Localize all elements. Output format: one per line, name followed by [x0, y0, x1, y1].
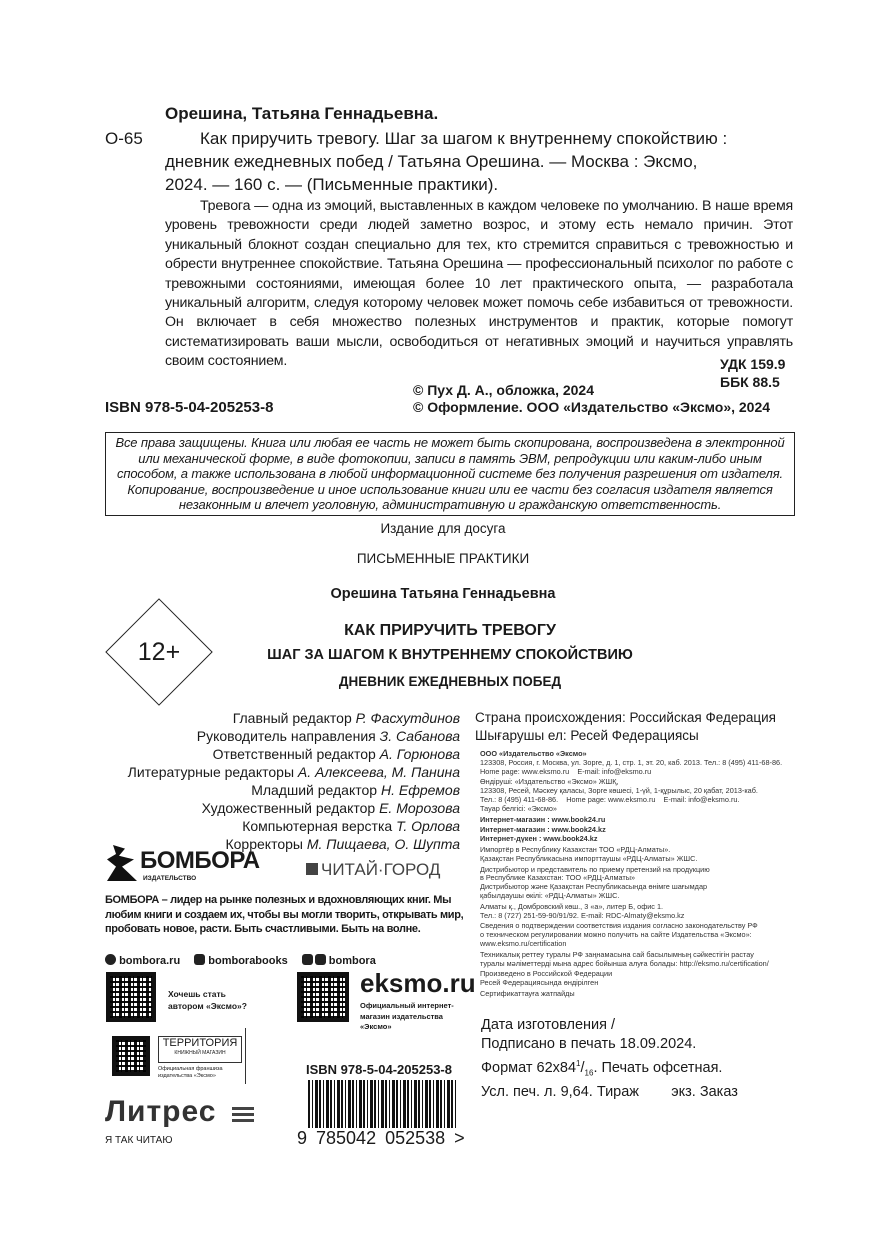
- credit-row: Литературные редакторы А. Алексеева, М. Панина: [127, 764, 460, 780]
- fine-print-line: в Республике Казахстан: ТОО «РДЦ-Алматы»: [480, 873, 636, 883]
- litres-logo: Литрес: [105, 1095, 217, 1128]
- fine-print-line: Импортёр в Республику Казахстан ТОО «РДЦ-Алматы».: [480, 844, 671, 854]
- fine-print-line: Қазақстан Республикасына импорттаушы «РДЦ-Алматы» ЖШС.: [480, 853, 698, 863]
- fine-print-line: www.eksmo.ru/certification: [480, 938, 567, 948]
- litres-menu-icon: [232, 1106, 254, 1122]
- territoria-logo: ТЕРРИТОРИЯ КНИЖНЫЙ МАГАЗИН: [158, 1036, 242, 1063]
- fine-print-line: 123308, Ресей, Мәскеу қаласы, Зорге көшесі, 1-үй, 1-құрылыс, 20 қабат, 2013-каб.: [480, 786, 758, 796]
- credit-row: Главный редактор Р. Фасхутдинов: [232, 710, 460, 726]
- print-run: Усл. печ. л. 9,64. Тираж экз. Заказ: [481, 1083, 738, 1100]
- fine-print-line: Произведено в Российской Федерации: [480, 969, 613, 979]
- chitai-gorod-logo: ЧИТАЙ·ГОРОД: [321, 860, 441, 879]
- vk-icon: [194, 954, 205, 965]
- eksmo-shop-text: Официальный интернет-магазин издательства «Эксмо»: [360, 1001, 454, 1031]
- fine-print-line: Ресей Федерациясында өндірілген: [480, 978, 599, 988]
- fine-print-block: [480, 778, 810, 813]
- fine-print-line: Тел.: 8 (727) 251-59-90/91/92. E-mail: RDC-Almaty@eksmo.kz: [480, 910, 685, 920]
- social-link-site[interactable]: bombora.ru: [105, 954, 180, 968]
- series-name: ПИСЬМЕННЫЕ ПРАКТИКИ: [356, 551, 530, 566]
- signed-to-print: Подписано в печать 18.09.2024.: [481, 1036, 697, 1052]
- author-cta: Хочешь стать автором «Эксмо»?: [168, 989, 247, 1011]
- udk: УДК 159.9: [720, 356, 786, 372]
- video-icon: [315, 954, 326, 965]
- fine-print-block: [480, 866, 810, 901]
- bombora-description: БОМБОРА – лидер на рынке полезных и вдохновляющих книг. Мы любим книги и создаем их, чтобы вы могли творить, открывать мир, пробовать новое, расти. Быть счастливыми. Быть на волне.: [105, 894, 464, 935]
- origin-country: Страна происхождения: Российская Федерация: [475, 710, 776, 725]
- manufacture-date-label: Дата изготовления /: [481, 1017, 616, 1033]
- print-info: [481, 1016, 738, 1102]
- origin-country-kz: Шығарушы ел: Ресей Федерациясы: [475, 728, 699, 743]
- barcode-isbn: ISBN 978-5-04-205253-8: [306, 1062, 452, 1077]
- credit-row: Художественный редактор Е. Морозова: [201, 800, 460, 816]
- copyright-design: © Оформление. ООО «Издательство «Эксмо», 2024: [413, 399, 771, 415]
- citation-line: 2024. — 160 с. — (Письменные практики).: [165, 175, 499, 194]
- fine-print-line: Интернет-магазин : www.book24.kz: [480, 825, 606, 835]
- fine-print-line: 123308, Россия, г. Москва, ул. Зорге, д. 1, стр. 1, эт. 20, каб. 2013. Тел.: 8 (495) 411-68-86.: [480, 757, 783, 767]
- bbk: ББК 88.5: [720, 374, 780, 390]
- litres-tagline: Я ТАК ЧИТАЮ: [105, 1135, 173, 1146]
- fine-print-block: [480, 826, 810, 844]
- book-subtitle-2: ДНЕВНИК ЕЖЕДНЕВНЫХ ПОБЕД: [338, 674, 562, 689]
- bombora-logo-sub: ИЗДАТЕЛЬСТВО: [143, 875, 197, 882]
- credit-row: Корректоры М. Пищаева, О. Шупта: [225, 836, 460, 852]
- social-links: [105, 954, 376, 968]
- fine-print-line: туралы мәліметтерді мына адрес бойынша алуға болады: http://eksmo.ru/certification/: [480, 958, 769, 968]
- book-title: КАК ПРИРУЧИТЬ ТРЕВОГУ: [344, 622, 556, 639]
- barcode-digits: 9 785042 052538 >: [297, 1128, 465, 1148]
- territoria-qr-code[interactable]: [112, 1036, 150, 1076]
- fine-print-block: [480, 816, 810, 825]
- fine-print-line: Интернет-дүкен : www.book24.kz: [480, 834, 598, 844]
- bombora-logo: БОМБОРА: [140, 847, 260, 874]
- fine-print-line: Дистрибьютор және Қазақстан Республикасында өнімге шағымдар: [480, 882, 708, 892]
- fine-print-line: Home page: www.eksmo.ru E-mail: info@eksmo.ru: [480, 766, 652, 776]
- age-rating: 12+: [137, 638, 181, 666]
- fine-print-line: Өндіруші: «Издательство «Эксмо» ЖШҚ,: [480, 777, 619, 787]
- fine-print-line: Тел.: 8 (495) 411-68-86. Home page: www.eksmo.ru E-mail: info@eksmo.ru.: [480, 794, 740, 804]
- rights-notice: Все права защищены. Книга или любая ее часть не может быть скопирована, воспроизведена в электронной или механической форме, в виде фотокопии, записи в память ЭВМ, репродукции или каким-либо иным способом, а также использована в любой информационной системе без получения разрешения от издателя. Копирование, воспроизведение и иное использование книги или ее части без согласия издателя является незаконным и влечет уголовную, административную и гражданскую ответственность.: [105, 432, 795, 516]
- fine-print-block: [480, 951, 810, 969]
- isbn: ISBN 978-5-04-205253-8: [105, 399, 274, 416]
- author-heading: Орешина, Татьяна Геннадьевна.: [165, 104, 439, 123]
- eksmo-qr-code[interactable]: [297, 972, 349, 1022]
- social-link-vk[interactable]: bomborabooks: [194, 954, 288, 968]
- fine-print-block: [480, 990, 810, 999]
- citation-line: Как приручить тревогу. Шаг за шагом к внутреннему спокойствию :: [200, 129, 728, 148]
- territoria-text: Официальная франшиза издательства «Эксмо»: [158, 1066, 223, 1079]
- eksmo-logo: eksmo.ru: [360, 968, 476, 998]
- publisher-fine-print: [480, 750, 810, 1001]
- fine-print-block: [480, 846, 810, 864]
- territoria-block: [106, 1028, 246, 1084]
- fine-print-line: о техническом регулировании можно получить на сайте Издательства «Эксмо»:: [480, 930, 752, 940]
- credits: [128, 709, 460, 853]
- credit-row: Ответственный редактор А. Горюнова: [212, 746, 460, 762]
- annotation: Тревога — одна из эмоций, выставленных в каждом человеке по умолчанию. В наше время уровень тревожности среди людей заметно возрос, и этому есть немало причин. Этот уникальный блокнот создан специально для тех, кто стремится справиться с тревожностью и обрести внутреннее спокойствие. Татьяна Орешина — профессиональный психолог по работе с тревожными состояниями, имеющая более 10 лет практического опыта, — разработала уникальный алгоритм, следуя которому человек может помочь себе избавиться от тревожности. Он включает в себя множество полезных инструментов и практик, которые помогут систематизировать ваши мысли, освободиться от негативных эмоций и научиться управлять своим состоянием.: [165, 198, 793, 370]
- fine-print-block: [480, 922, 810, 948]
- copyright-cover: © Пух Д. А., обложка, 2024: [413, 382, 595, 398]
- fine-print-block: [480, 750, 810, 776]
- fine-print-block: [480, 970, 810, 988]
- credit-row: Компьютерная верстка Т. Орлова: [242, 818, 460, 834]
- fine-print-line: ООО «Издательство «Эксмо»: [480, 749, 587, 758]
- citation-line: дневник ежедневных побед / Татьяна Орешина. — Москва : Эксмо,: [165, 152, 698, 171]
- fine-print-line: қабылдаушы өкілі: «РДЦ-Алматы» ЖШС.: [480, 890, 620, 900]
- fine-print-line: Алматы қ., Домбровский көш., 3 «а», литер Б, офис 1.: [480, 901, 664, 911]
- author-qr-code[interactable]: [106, 972, 156, 1022]
- globe-icon: [105, 954, 116, 965]
- fine-print-line: Техникалық реттеу туралы РФ заңнамасына сай басылымның сәйкестігін растау: [480, 949, 754, 959]
- book-subtitle: ШАГ ЗА ШАГОМ К ВНУТРЕННЕМУ СПОКОЙСТВИЮ: [267, 647, 633, 663]
- chitai-gorod-icon: [306, 863, 318, 875]
- author-name: Орешина Татьяна Геннадьевна: [330, 586, 556, 602]
- fine-print-line: Тауар белгісі: «Эксмо»: [480, 803, 557, 813]
- classification-code: О-65: [105, 129, 143, 148]
- credit-row: Младший редактор Н. Ефремов: [251, 782, 460, 798]
- telegram-icon: [302, 954, 313, 965]
- fine-print-line: Сведения о подтверждении соответствия издания согласно законодательству РФ: [480, 921, 758, 931]
- edition-type: Издание для досуга: [380, 521, 506, 536]
- origin: [475, 709, 776, 745]
- social-link-tg[interactable]: bombora: [302, 954, 376, 968]
- fine-print-block: [480, 903, 810, 921]
- fine-print-line: Сертификаттауға жатпайды: [480, 988, 575, 998]
- format: Формат $62x84^1/_{16}$. Печать офсетная.: [481, 1059, 723, 1078]
- fine-print-line: Дистрибьютор и представитель по приему претензий на продукцию: [480, 864, 710, 874]
- credit-row: Руководитель направления З. Сабанова: [196, 728, 460, 744]
- fine-print-line: Интернет-магазин : www.book24.ru: [480, 814, 606, 824]
